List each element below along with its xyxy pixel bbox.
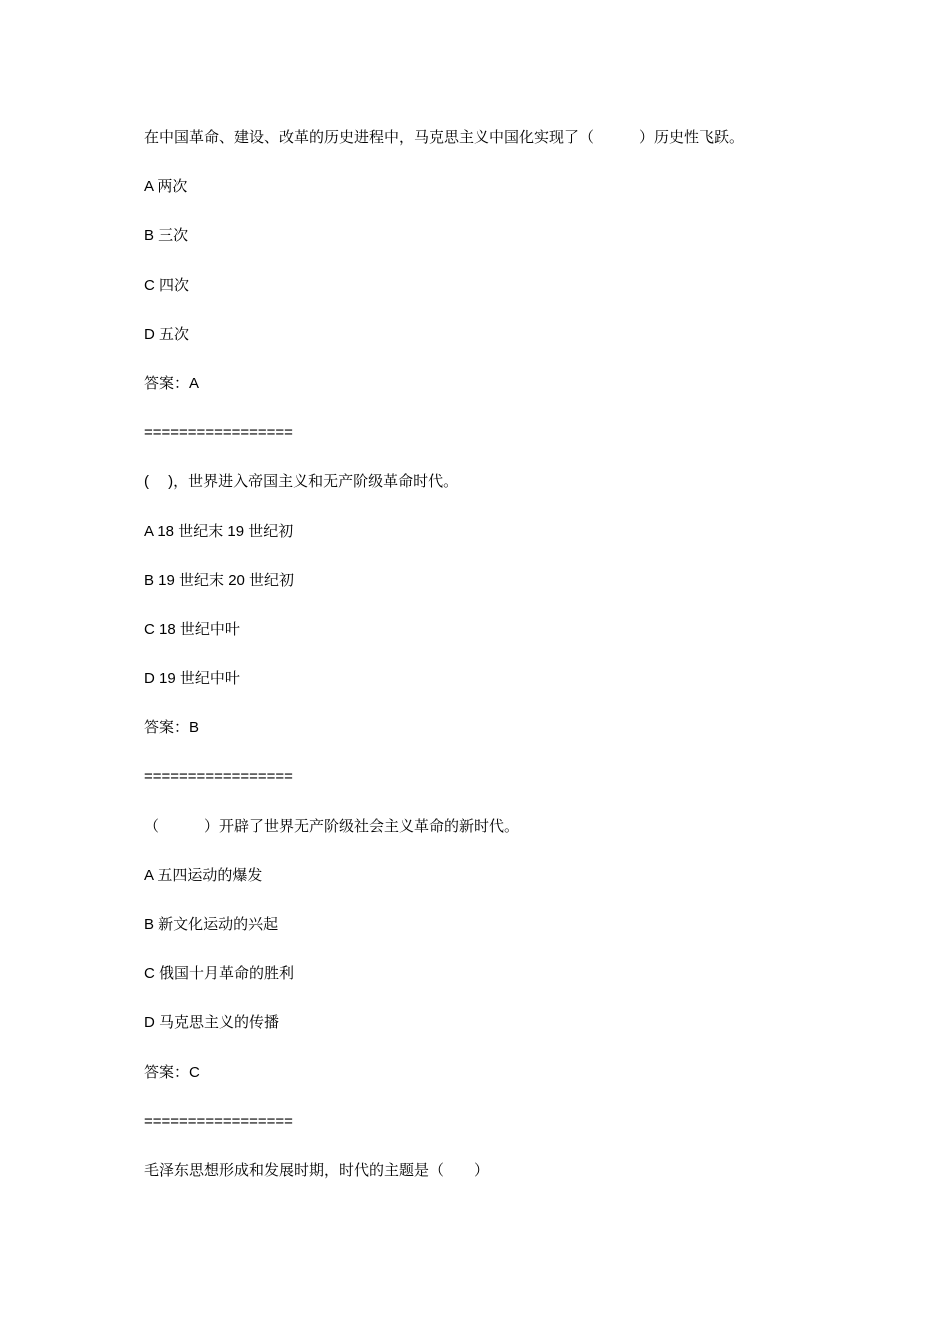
question-2-option-c: C 18 世纪中叶 <box>144 620 240 638</box>
question-3-prompt: （ ）开辟了世界无产阶级社会主义革命的新时代。 <box>144 817 520 835</box>
question-4-prompt: 毛泽东思想形成和发展时期，时代的主题是（ ） <box>144 1161 490 1179</box>
question-2-option-b: B 19 世纪末 20 世纪初 <box>144 571 295 589</box>
question-2-answer: 答案：B <box>144 719 200 737</box>
question-2-option-d: D 19 世纪中叶 <box>144 670 240 688</box>
document-content <box>144 126 844 1208</box>
question-1-option-a: A 两次 <box>144 178 188 196</box>
separator-3: ================= <box>144 1112 293 1130</box>
question-1-option-b: B 三次 <box>144 227 189 245</box>
question-1-option-c: C 四次 <box>144 276 190 294</box>
separator-1: ================= <box>144 424 293 442</box>
question-1-prompt: 在中国革命、建设、改革的历史进程中，马克思主义中国化实现了（ ）历史性飞跃。 <box>144 129 745 146</box>
question-2-prompt: ( )，世界进入帝国主义和无产阶级革命时代。 <box>144 473 459 491</box>
separator-2: ================= <box>144 768 293 786</box>
question-3-option-a: A 五四运动的爆发 <box>144 866 263 884</box>
question-3-option-c: C 俄国十月革命的胜利 <box>144 965 295 983</box>
question-3-option-b: B 新文化运动的兴起 <box>144 916 279 933</box>
question-2-option-a: A 18 世纪末 19 世纪初 <box>144 522 294 540</box>
question-3-option-d: D 马克思主义的传播 <box>144 1014 280 1032</box>
question-1-option-d: D 五次 <box>144 325 190 343</box>
question-1-answer: 答案：A <box>144 374 200 392</box>
question-3-answer: 答案：C <box>144 1063 200 1081</box>
